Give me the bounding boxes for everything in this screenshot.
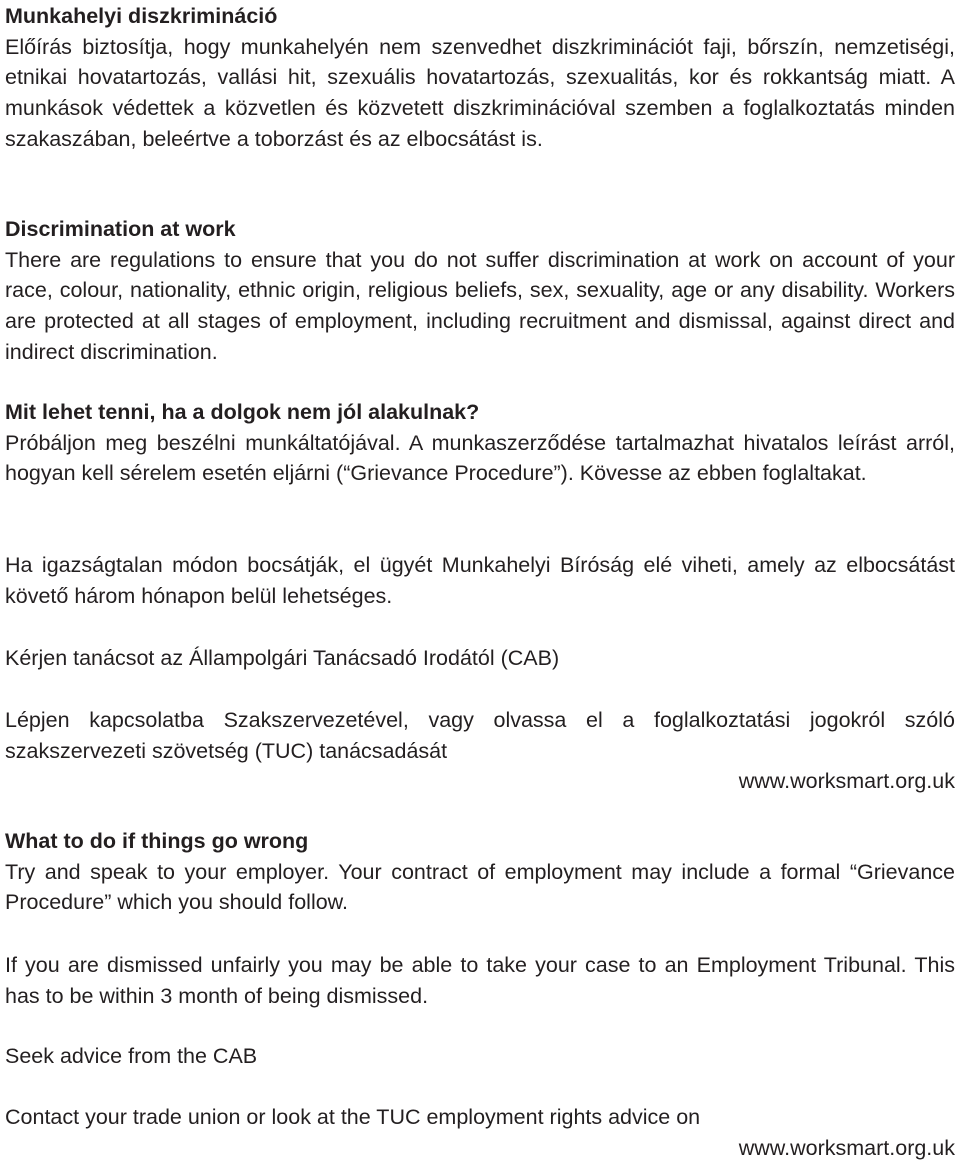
en-cab-text: Seek advice from the CAB [5, 1044, 258, 1068]
hu-discrimination-text: Előírás biztosítja, hogy munkahelyén nem szenvedhet diszkriminációt faji, bőrszín, nemzetiségi, etnikai hovatartozás, vallási hit, szexuális hovatartozás, szexualitás, kor és rokkantság miatt. A munkások védettek a közvetlen és közvetett diszkriminációval szemben a foglalkoztatás minden szakaszában, beleértve a toborzást és az elbocsátást is. [5, 34, 955, 151]
hu-wrong-section [5, 397, 955, 489]
en-wrong-section [5, 826, 955, 918]
hu-dismissal-text: Ha igazságtalan módon bocsátják, el ügyét Munkahelyi Bíróság elé viheti, amely az elbocsátást követő három hónapon belül lehetséges. [5, 553, 955, 608]
hu-wrong-heading: Mit lehet tenni, ha a dolgok nem jól alakulnak? [5, 400, 480, 424]
en-dismissal-text: If you are dismissed unfairly you may be able to take your case to an Employment Tribunal. This has to be within 3 month of being dismissed. [5, 953, 955, 1008]
hu-discrimination-section [5, 1, 955, 155]
en-cab-section [5, 1041, 955, 1072]
en-tuc-text: Contact your trade union or look at the TUC employment rights advice on [5, 1105, 701, 1129]
en-worksmart-link[interactable]: www.worksmart.org.uk [738, 1135, 955, 1160]
en-discrimination-text: There are regulations to ensure that you do not suffer discrimination at work on account of your race, colour, nationality, ethnic origin, religious beliefs, sex, sexuality, age or any disability. Workers are protected at all stages of employment, including recruitment and dismissal, against direct and indirect discrimination. [5, 247, 955, 364]
en-tuc-section [5, 1102, 955, 1163]
en-wrong-text: Try and speak to your employer. Your contract of employment may include a formal “Grievance Procedure” which you should follow. [5, 859, 955, 915]
hu-wrong-text: Próbáljon meg beszélni munkáltatójával. A munkaszerződése tartalmazhat hivatalos leírást arról, hogyan kell sérelem esetén eljárni (“Grievance Procedure”). Kövesse az ebben foglaltakat. [5, 430, 955, 486]
en-discrimination-heading: Discrimination at work [5, 217, 236, 241]
hu-discrimination-heading: Munkahelyi diszkrimináció [5, 4, 278, 28]
hu-tuc-text: Lépjen kapcsolatba Szakszervezetével, vagy olvassa el a foglalkoztatási jogokról szóló szakszervezeti szövetség (TUC) tanácsadását [5, 708, 955, 763]
en-discrimination-section [5, 214, 955, 368]
hu-tuc-section [5, 705, 955, 797]
en-dismissal-section [5, 950, 955, 1011]
hu-cab-section [5, 643, 955, 674]
en-wrong-heading: What to do if things go wrong [5, 829, 309, 853]
hu-dismissal-section [5, 550, 955, 611]
hu-worksmart-link[interactable]: www.worksmart.org.uk [738, 769, 955, 794]
hu-cab-text: Kérjen tanácsot az Állampolgári Tanácsadó Irodától (CAB) [5, 646, 560, 670]
